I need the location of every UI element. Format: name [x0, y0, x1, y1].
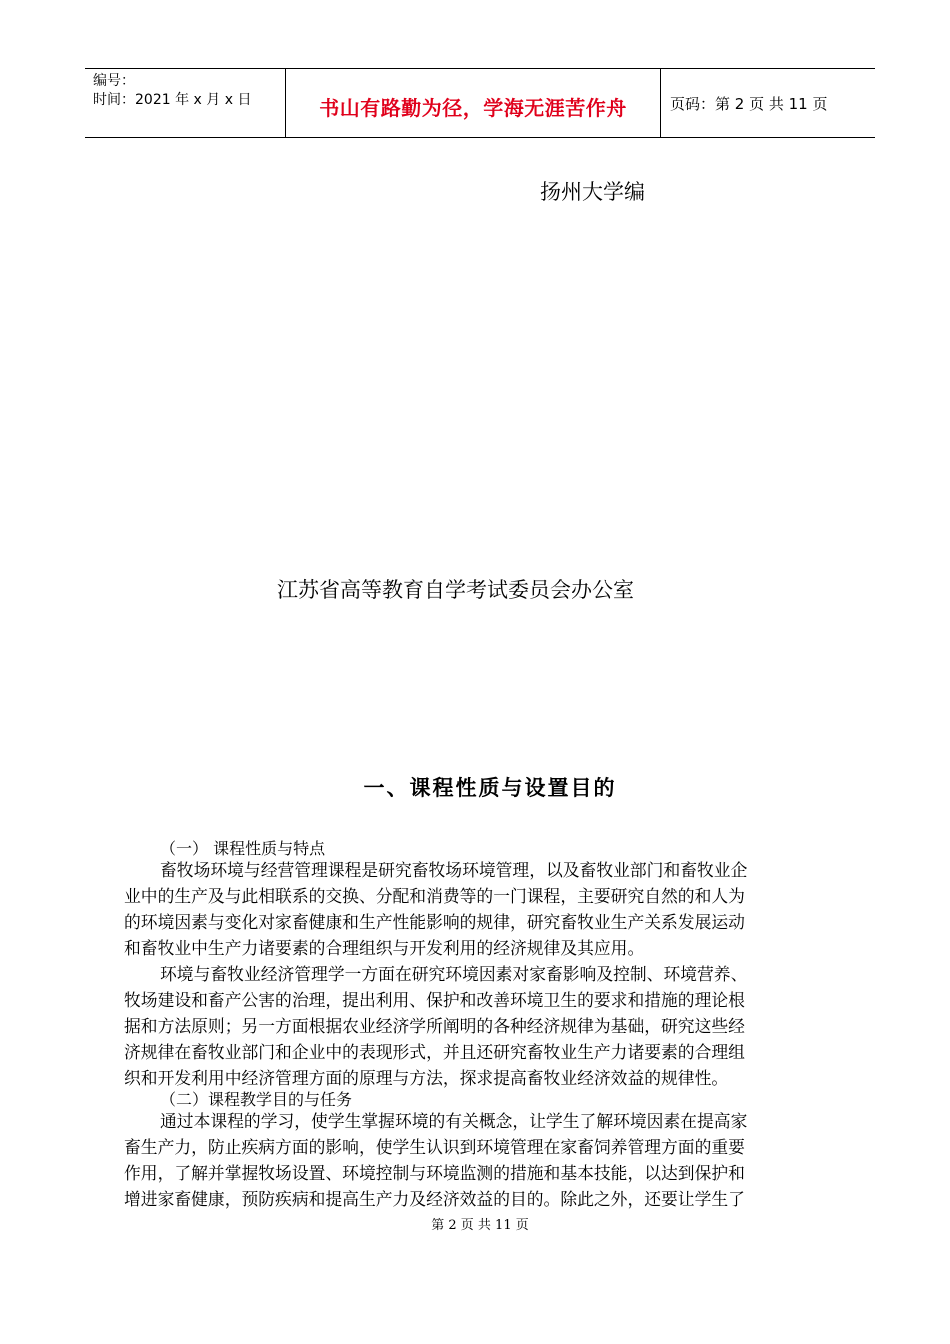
paragraph-line: 据和方法原则；另一方面根据农业经济学所阐明的各种经济规律为基础，研究这些经 [124, 1016, 745, 1036]
subheading-characteristics: （一） 课程性质与特点 [160, 839, 326, 858]
paragraph-line: 业中的生产及与此相联系的交换、分配和消费等的一门课程，主要研究自然的和人为 [124, 886, 745, 906]
header-table [85, 68, 875, 138]
editor-line: 扬州大学编 [540, 180, 645, 204]
paragraph-line: 和畜牧业中生产力诸要素的合理组织与开发利用的经济规律及其应用。 [124, 938, 645, 958]
page-number-label: 页码：第 2 页 共 11 页 [670, 95, 828, 113]
header-left-cell [85, 69, 285, 137]
motto: 书山有路勤为径，学海无涯苦作舟 [319, 96, 627, 120]
paragraph-line: 畜牧场环境与经营管理课程是研究畜牧场环境管理，以及畜牧业部门和畜牧业企 [160, 860, 748, 880]
paragraph-line: 环境与畜牧业经济管理学一方面在研究环境因素对家畜影响及控制、环境营养、 [160, 964, 748, 984]
paragraph-line: 牧场建设和畜产公害的治理，提出利用、保护和改善环境卫生的要求和措施的理论根 [124, 990, 745, 1010]
paragraph-line: 增进家畜健康，预防疾病和提高生产力及经济效益的目的。除此之外，还要让学生了 [124, 1189, 745, 1209]
paragraph-line: 作用，了解并掌握牧场设置、环境控制与环境监测的措施和基本技能，以达到保护和 [124, 1163, 745, 1183]
header-center-cell [285, 69, 661, 137]
number-label: 编号： [93, 73, 135, 89]
paragraph-line: 通过本课程的学习，使学生掌握环境的有关概念，让学生了解环境因素在提高家 [160, 1111, 748, 1131]
header-right-cell [660, 69, 875, 137]
time-label: 时间：2021 年 x 月 x 日 [93, 92, 252, 108]
subheading-objectives: （二）课程教学目的与任务 [160, 1090, 353, 1109]
paragraph-line: 的环境因素与变化对家畜健康和生产性能影响的规律，研究畜牧业生产关系发展运动 [124, 912, 745, 932]
paragraph-line: 畜生产力，防止疾病方面的影响，使学生认识到环境管理在家畜饲养管理方面的重要 [124, 1137, 745, 1157]
paragraph-line: 织和开发利用中经济管理方面的原理与方法，探求提高畜牧业经济效益的规律性。 [124, 1068, 729, 1088]
page-footer: 第 2 页 共 11 页 [431, 1218, 529, 1233]
section-title: 一、课程性质与设置目的 [363, 775, 617, 800]
paragraph-line: 济规律在畜牧业部门和企业中的表现形式，并且还研究畜牧业生产力诸要素的合理组 [124, 1042, 745, 1062]
office-line: 江苏省高等教育自学考试委员会办公室 [277, 578, 634, 602]
